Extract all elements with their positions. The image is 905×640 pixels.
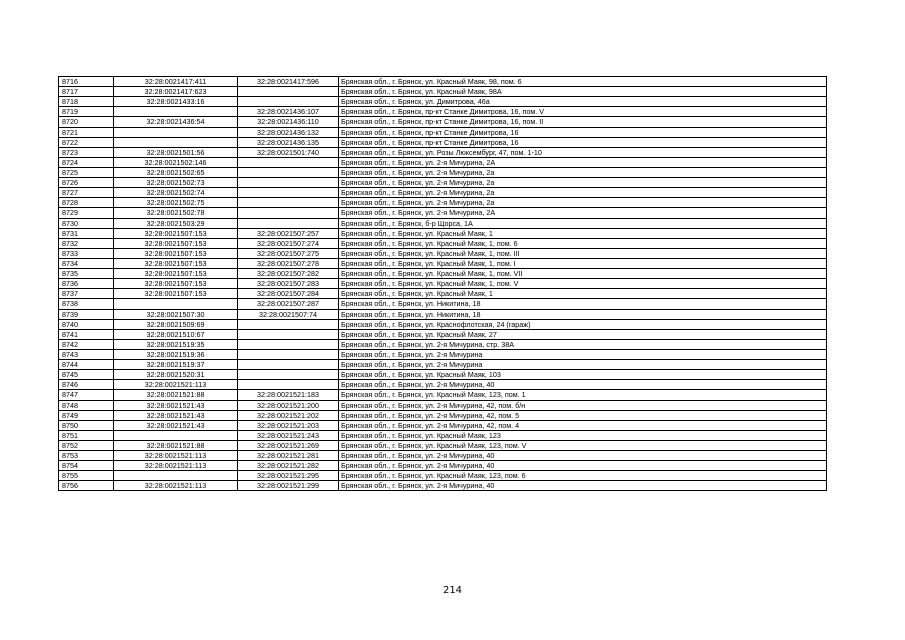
address-cell: Брянская обл., г. Брянск, б-р Щорса, 1А bbox=[339, 218, 827, 228]
premises-cadastral-number-cell: 32:28:0021521:282 bbox=[238, 461, 339, 471]
table-row bbox=[59, 97, 827, 107]
address-cell: Брянская обл., г. Брянск, ул. Розы Люксембург, 47, пом. 1-10 bbox=[339, 147, 827, 157]
premises-cadastral-number-cell bbox=[238, 87, 339, 97]
table-row bbox=[59, 228, 827, 238]
cadastral-number-cell: 32:28:0021507:153 bbox=[114, 289, 238, 299]
cadastral-number-cell: 32:28:0021417:623 bbox=[114, 87, 238, 97]
row-number-cell: 8720 bbox=[59, 117, 114, 127]
table-row bbox=[59, 117, 827, 127]
table-row bbox=[59, 299, 827, 309]
address-cell: Брянская обл., г. Брянск, пр-кт Станке Димитрова, 16 bbox=[339, 127, 827, 137]
cadastral-number-cell: 32:28:0021521:113 bbox=[114, 380, 238, 390]
premises-cadastral-number-cell: 32:28:0021521:183 bbox=[238, 390, 339, 400]
premises-cadastral-number-cell: 32:28:0021521:200 bbox=[238, 400, 339, 410]
table-row bbox=[59, 360, 827, 370]
premises-cadastral-number-cell bbox=[238, 218, 339, 228]
premises-cadastral-number-cell bbox=[238, 319, 339, 329]
address-cell: Брянская обл., г. Брянск, ул. Красный Маяк, 103 bbox=[339, 370, 827, 380]
cadastral-number-cell bbox=[114, 127, 238, 137]
cadastral-number-cell: 32:28:0021417:411 bbox=[114, 77, 238, 87]
cadastral-number-cell: 32:28:0021510:67 bbox=[114, 329, 238, 339]
table-row bbox=[59, 390, 827, 400]
table-row bbox=[59, 178, 827, 188]
address-cell: Брянская обл., г. Брянск, ул. 2-я Мичурина, 2А bbox=[339, 208, 827, 218]
premises-cadastral-number-cell: 32:28:0021507:74 bbox=[238, 309, 339, 319]
cadastral-number-cell: 32:28:0021503:29 bbox=[114, 218, 238, 228]
premises-cadastral-number-cell bbox=[238, 370, 339, 380]
table-row bbox=[59, 380, 827, 390]
cadastral-number-cell bbox=[114, 299, 238, 309]
row-number-cell: 8739 bbox=[59, 309, 114, 319]
cadastral-number-cell: 32:28:0021519:36 bbox=[114, 349, 238, 359]
row-number-cell: 8736 bbox=[59, 279, 114, 289]
row-number-cell: 8719 bbox=[59, 107, 114, 117]
row-number-cell: 8745 bbox=[59, 370, 114, 380]
premises-cadastral-number-cell bbox=[238, 380, 339, 390]
premises-cadastral-number-cell: 32:28:0021436:132 bbox=[238, 127, 339, 137]
cadastral-number-cell: 32:28:0021520:31 bbox=[114, 370, 238, 380]
table-row bbox=[59, 137, 827, 147]
address-cell: Брянская обл., г. Брянск, ул. 2-я Мичурина, 42, пом. б/н bbox=[339, 400, 827, 410]
row-number-cell: 8756 bbox=[59, 481, 114, 491]
cadastral-number-cell bbox=[114, 137, 238, 147]
table-row bbox=[59, 410, 827, 420]
premises-cadastral-number-cell: 32:28:0021507:284 bbox=[238, 289, 339, 299]
row-number-cell: 8732 bbox=[59, 238, 114, 248]
table-row bbox=[59, 471, 827, 481]
address-cell: Брянская обл., г. Брянск, ул. 2-я Мичурина, 2а bbox=[339, 198, 827, 208]
address-cell: Брянская обл., г. Брянск, пр-кт Станке Димитрова, 16, пом. II bbox=[339, 117, 827, 127]
table-row bbox=[59, 279, 827, 289]
table-row bbox=[59, 147, 827, 157]
address-cell: Брянская обл., г. Брянск, пр-кт Станке Димитрова, 16, пом. V bbox=[339, 107, 827, 117]
address-cell: Брянская обл., г. Брянск, ул. Красный Маяк, 1 bbox=[339, 228, 827, 238]
cadastral-number-cell: 32:28:0021521:43 bbox=[114, 410, 238, 420]
table-row bbox=[59, 430, 827, 440]
table-row bbox=[59, 420, 827, 430]
premises-cadastral-number-cell: 32:28:0021436:107 bbox=[238, 107, 339, 117]
address-cell: Брянская обл., г. Брянск, ул. Димитрова, 46а bbox=[339, 97, 827, 107]
row-number-cell: 8743 bbox=[59, 349, 114, 359]
cadastral-number-cell: 32:28:0021436:54 bbox=[114, 117, 238, 127]
address-cell: Брянская обл., г. Брянск, ул. Красный Маяк, 98, пом. 6 bbox=[339, 77, 827, 87]
row-number-cell: 8729 bbox=[59, 208, 114, 218]
row-number-cell: 8717 bbox=[59, 87, 114, 97]
table-row bbox=[59, 218, 827, 228]
cadastral-number-cell: 32:28:0021433:16 bbox=[114, 97, 238, 107]
cadastral-number-cell: 32:28:0021507:153 bbox=[114, 238, 238, 248]
cadastral-number-cell bbox=[114, 107, 238, 117]
address-cell: Брянская обл., г. Брянск, ул. Красный Маяк, 123, пом. 6 bbox=[339, 471, 827, 481]
row-number-cell: 8748 bbox=[59, 400, 114, 410]
premises-cadastral-number-cell bbox=[238, 349, 339, 359]
row-number-cell: 8716 bbox=[59, 77, 114, 87]
premises-cadastral-number-cell bbox=[238, 97, 339, 107]
address-cell: Брянская обл., г. Брянск, ул. Красный Маяк, 1, пом. VII bbox=[339, 269, 827, 279]
premises-cadastral-number-cell: 32:28:0021501:740 bbox=[238, 147, 339, 157]
cadastral-number-cell: 32:28:0021507:153 bbox=[114, 269, 238, 279]
premises-cadastral-number-cell: 32:28:0021436:110 bbox=[238, 117, 339, 127]
premises-cadastral-number-cell bbox=[238, 157, 339, 167]
page-number: 214 bbox=[442, 585, 463, 596]
premises-cadastral-number-cell bbox=[238, 198, 339, 208]
cadastral-number-cell: 32:28:0021507:30 bbox=[114, 309, 238, 319]
cadastral-number-cell: 32:28:0021519:37 bbox=[114, 360, 238, 370]
row-number-cell: 8734 bbox=[59, 258, 114, 268]
cadastral-number-cell: 32:28:0021507:153 bbox=[114, 279, 238, 289]
premises-cadastral-number-cell bbox=[238, 178, 339, 188]
address-cell: Брянская обл., г. Брянск, ул. 2-я Мичурина, 42, пом. 5 bbox=[339, 410, 827, 420]
row-number-cell: 8750 bbox=[59, 420, 114, 430]
table-row bbox=[59, 238, 827, 248]
table-row bbox=[59, 77, 827, 87]
row-number-cell: 8721 bbox=[59, 127, 114, 137]
premises-cadastral-number-cell: 32:28:0021417:596 bbox=[238, 77, 339, 87]
row-number-cell: 8738 bbox=[59, 299, 114, 309]
cadastral-number-cell: 32:28:0021519:35 bbox=[114, 339, 238, 349]
address-cell: Брянская обл., г. Брянск, ул. 2-я Мичурина, 2а bbox=[339, 188, 827, 198]
registry-table-body bbox=[59, 77, 827, 491]
premises-cadastral-number-cell bbox=[238, 208, 339, 218]
premises-cadastral-number-cell bbox=[238, 188, 339, 198]
row-number-cell: 8753 bbox=[59, 451, 114, 461]
premises-cadastral-number-cell bbox=[238, 167, 339, 177]
address-cell: Брянская обл., г. Брянск, ул. 2-я Мичурина, 40 bbox=[339, 380, 827, 390]
address-cell: Брянская обл., г. Брянск, ул. Никитина, 18 bbox=[339, 299, 827, 309]
address-cell: Брянская обл., г. Брянск, ул. 2-я Мичурина, 40 bbox=[339, 451, 827, 461]
row-number-cell: 8751 bbox=[59, 430, 114, 440]
row-number-cell: 8746 bbox=[59, 380, 114, 390]
row-number-cell: 8754 bbox=[59, 461, 114, 471]
row-number-cell: 8755 bbox=[59, 471, 114, 481]
cadastral-number-cell: 32:28:0021509:69 bbox=[114, 319, 238, 329]
premises-cadastral-number-cell: 32:28:0021521:299 bbox=[238, 481, 339, 491]
cadastral-number-cell: 32:28:0021502:78 bbox=[114, 208, 238, 218]
table-row bbox=[59, 370, 827, 380]
address-cell: Брянская обл., г. Брянск, ул. 2-я Мичурина bbox=[339, 360, 827, 370]
row-number-cell: 8718 bbox=[59, 97, 114, 107]
table-row bbox=[59, 188, 827, 198]
table-row bbox=[59, 400, 827, 410]
table-row bbox=[59, 289, 827, 299]
row-number-cell: 8724 bbox=[59, 157, 114, 167]
registry-table bbox=[58, 76, 827, 491]
premises-cadastral-number-cell: 32:28:0021507:275 bbox=[238, 248, 339, 258]
table-row bbox=[59, 208, 827, 218]
premises-cadastral-number-cell: 32:28:0021507:278 bbox=[238, 258, 339, 268]
premises-cadastral-number-cell: 32:28:0021507:282 bbox=[238, 269, 339, 279]
address-cell: Брянская обл., г. Брянск, ул. Красный Маяк, 98А bbox=[339, 87, 827, 97]
cadastral-number-cell: 32:28:0021502:75 bbox=[114, 198, 238, 208]
premises-cadastral-number-cell: 32:28:0021521:243 bbox=[238, 430, 339, 440]
cadastral-number-cell: 32:28:0021502:74 bbox=[114, 188, 238, 198]
premises-cadastral-number-cell: 32:28:0021521:295 bbox=[238, 471, 339, 481]
address-cell: Брянская обл., г. Брянск, ул. Никитина, 18 bbox=[339, 309, 827, 319]
address-cell: Брянская обл., г. Брянск, ул. Красный Маяк, 123 bbox=[339, 430, 827, 440]
address-cell: Брянская обл., г. Брянск, ул. Красный Маяк, 123, пом. V bbox=[339, 440, 827, 450]
row-number-cell: 8735 bbox=[59, 269, 114, 279]
row-number-cell: 8733 bbox=[59, 248, 114, 258]
premises-cadastral-number-cell: 32:28:0021521:281 bbox=[238, 451, 339, 461]
cadastral-number-cell: 32:28:0021521:43 bbox=[114, 420, 238, 430]
table-row bbox=[59, 309, 827, 319]
address-cell: Брянская обл., г. Брянск, ул. 2-я Мичурина bbox=[339, 349, 827, 359]
address-cell: Брянская обл., г. Брянск, ул. Краснофлотская, 24 (гараж) bbox=[339, 319, 827, 329]
row-number-cell: 8737 bbox=[59, 289, 114, 299]
row-number-cell: 8747 bbox=[59, 390, 114, 400]
row-number-cell: 8744 bbox=[59, 360, 114, 370]
table-row bbox=[59, 481, 827, 491]
table-row bbox=[59, 319, 827, 329]
table-row bbox=[59, 329, 827, 339]
cadastral-number-cell: 32:28:0021502:65 bbox=[114, 167, 238, 177]
address-cell: Брянская обл., г. Брянск, ул. Красный Маяк, 1, пом. III bbox=[339, 248, 827, 258]
address-cell: Брянская обл., г. Брянск, пр-кт Станке Димитрова, 16 bbox=[339, 137, 827, 147]
address-cell: Брянская обл., г. Брянск, ул. 2-я Мичурина, 2а bbox=[339, 178, 827, 188]
row-number-cell: 8742 bbox=[59, 339, 114, 349]
table-row bbox=[59, 248, 827, 258]
table-row bbox=[59, 269, 827, 279]
table-row bbox=[59, 451, 827, 461]
row-number-cell: 8752 bbox=[59, 440, 114, 450]
row-number-cell: 8741 bbox=[59, 329, 114, 339]
premises-cadastral-number-cell: 32:28:0021436:135 bbox=[238, 137, 339, 147]
table-row bbox=[59, 258, 827, 268]
premises-cadastral-number-cell: 32:28:0021507:283 bbox=[238, 279, 339, 289]
address-cell: Брянская обл., г. Брянск, ул. 2-я Мичурина, 40 bbox=[339, 481, 827, 491]
row-number-cell: 8728 bbox=[59, 198, 114, 208]
row-number-cell: 8730 bbox=[59, 218, 114, 228]
address-cell: Брянская обл., г. Брянск, ул. Красный Маяк, 1, пом. 6 bbox=[339, 238, 827, 248]
row-number-cell: 8727 bbox=[59, 188, 114, 198]
row-number-cell: 8722 bbox=[59, 137, 114, 147]
cadastral-number-cell: 32:28:0021521:113 bbox=[114, 481, 238, 491]
cadastral-number-cell: 32:28:0021507:153 bbox=[114, 258, 238, 268]
address-cell: Брянская обл., г. Брянск, ул. Красный Маяк, 123, пом. 1 bbox=[339, 390, 827, 400]
premises-cadastral-number-cell bbox=[238, 329, 339, 339]
row-number-cell: 8723 bbox=[59, 147, 114, 157]
premises-cadastral-number-cell bbox=[238, 360, 339, 370]
premises-cadastral-number-cell: 32:28:0021521:269 bbox=[238, 440, 339, 450]
cadastral-number-cell: 32:28:0021521:113 bbox=[114, 451, 238, 461]
address-cell: Брянская обл., г. Брянск, ул. 2-я Мичурина, 42, пом. 4 bbox=[339, 420, 827, 430]
premises-cadastral-number-cell: 32:28:0021507:257 bbox=[238, 228, 339, 238]
cadastral-number-cell: 32:28:0021521:88 bbox=[114, 390, 238, 400]
row-number-cell: 8749 bbox=[59, 410, 114, 420]
address-cell: Брянская обл., г. Брянск, ул. 2-я Мичурина, 40 bbox=[339, 461, 827, 471]
table-row bbox=[59, 198, 827, 208]
row-number-cell: 8726 bbox=[59, 178, 114, 188]
cadastral-number-cell bbox=[114, 471, 238, 481]
cadastral-number-cell: 32:28:0021507:153 bbox=[114, 248, 238, 258]
row-number-cell: 8731 bbox=[59, 228, 114, 238]
cadastral-number-cell: 32:28:0021502:146 bbox=[114, 157, 238, 167]
cadastral-number-cell: 32:28:0021521:113 bbox=[114, 461, 238, 471]
table-row bbox=[59, 349, 827, 359]
table-row bbox=[59, 339, 827, 349]
table-row bbox=[59, 461, 827, 471]
premises-cadastral-number-cell: 32:28:0021521:202 bbox=[238, 410, 339, 420]
address-cell: Брянская обл., г. Брянск, ул. 2-я Мичурина, стр. 38А bbox=[339, 339, 827, 349]
table-row bbox=[59, 167, 827, 177]
cadastral-number-cell: 32:28:0021502:73 bbox=[114, 178, 238, 188]
premises-cadastral-number-cell bbox=[238, 339, 339, 349]
cadastral-number-cell: 32:28:0021521:88 bbox=[114, 440, 238, 450]
premises-cadastral-number-cell: 32:28:0021507:287 bbox=[238, 299, 339, 309]
row-number-cell: 8740 bbox=[59, 319, 114, 329]
table-row bbox=[59, 127, 827, 137]
table-row bbox=[59, 157, 827, 167]
premises-cadastral-number-cell: 32:28:0021507:274 bbox=[238, 238, 339, 248]
address-cell: Брянская обл., г. Брянск, ул. Красный Маяк, 27 bbox=[339, 329, 827, 339]
address-cell: Брянская обл., г. Брянск, ул. 2-я Мичурина, 2а bbox=[339, 167, 827, 177]
address-cell: Брянская обл., г. Брянск, ул. Красный Маяк, 1, пом. V bbox=[339, 279, 827, 289]
cadastral-number-cell: 32:28:0021521:43 bbox=[114, 400, 238, 410]
cadastral-number-cell: 32:28:0021507:153 bbox=[114, 228, 238, 238]
address-cell: Брянская обл., г. Брянск, ул. 2-я Мичурина, 2А bbox=[339, 157, 827, 167]
address-cell: Брянская обл., г. Брянск, ул. Красный Маяк, 1 bbox=[339, 289, 827, 299]
row-number-cell: 8725 bbox=[59, 167, 114, 177]
table-row bbox=[59, 87, 827, 97]
table-row bbox=[59, 440, 827, 450]
cadastral-number-cell: 32:28:0021501:56 bbox=[114, 147, 238, 157]
table-row bbox=[59, 107, 827, 117]
address-cell: Брянская обл., г. Брянск, ул. Красный Маяк, 1, пом. I bbox=[339, 258, 827, 268]
premises-cadastral-number-cell: 32:28:0021521:203 bbox=[238, 420, 339, 430]
cadastral-number-cell bbox=[114, 430, 238, 440]
